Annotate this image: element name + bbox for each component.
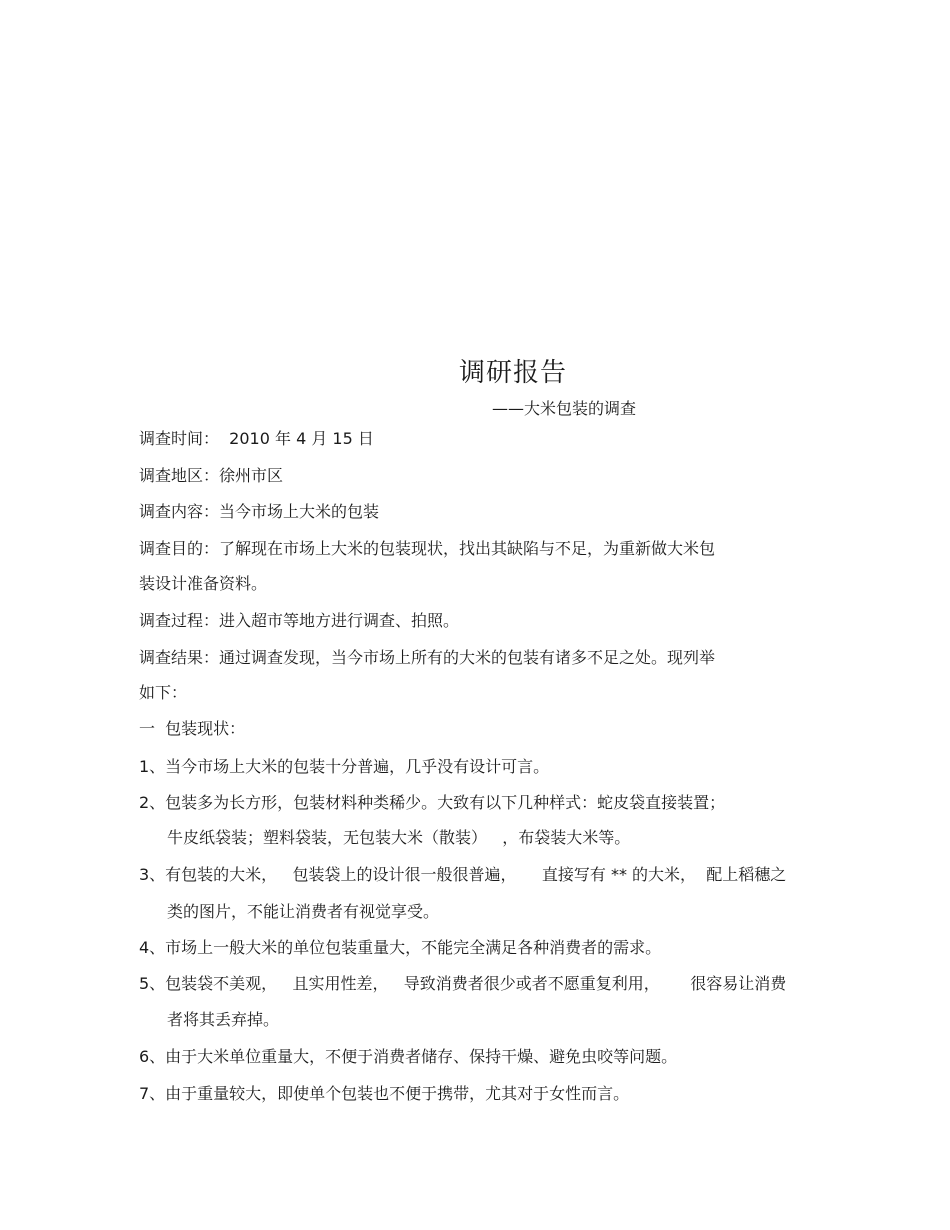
list-item-5: 5、包装袋不美观， 且实用性差， 导致消费者很少或者不愿重复利用， 很容易让消费	[139, 974, 787, 993]
list-item-6: 6、由于大米单位重量大，不便于消费者储存、保持干燥、避免虫咬等问题。	[139, 1047, 678, 1066]
list-item-3: 3、有包装的大米， 包装袋上的设计很一般很普遍， 直接写有 ** 的大米， 配上稻穗之	[139, 865, 787, 884]
survey-purpose-line-2: 装设计准备资料。	[139, 574, 268, 593]
list-item-4: 4、市场上一般大米的单位包装重量大，不能完全满足各种消费者的需求。	[139, 938, 662, 957]
list-item-2-cont: 牛皮纸袋装；塑料袋装，无包装大米（散装） ，布袋装大米等。	[167, 828, 631, 847]
list-item-1: 1、当今市场上大米的包装十分普遍，几乎没有设计可言。	[139, 757, 550, 776]
survey-content: 调查内容：当今市场上大米的包装	[139, 502, 380, 521]
survey-area: 调查地区：徐州市区	[139, 466, 284, 485]
survey-time: 调查时间： 2010 年 4 月 15 日	[139, 429, 374, 448]
survey-purpose-line-1: 调查目的：了解现在市场上大米的包装现状，找出其缺陷与不足，为重新做大米包	[139, 539, 716, 558]
document-title: 调研报告	[458, 358, 567, 388]
survey-process: 调查过程：进入超市等地方进行调查、拍照。	[139, 611, 460, 630]
survey-result-line-2: 如下：	[139, 683, 188, 702]
section-heading: 一 包装现状：	[139, 719, 246, 738]
document-subtitle: ——大米包装的调查	[492, 399, 637, 418]
list-item-3-cont: 类的图片，不能让消费者有视觉享受。	[167, 902, 440, 921]
survey-result-line-1: 调查结果：通过调查发现，当今市场上所有的大米的包装有诸多不足之处。现列举	[139, 648, 716, 667]
list-item-5-cont: 者将其丢弃掉。	[167, 1010, 280, 1029]
list-item-2: 2、包装多为长方形，包装材料种类稀少。大致有以下几种样式：蛇皮袋直接装置；	[139, 793, 726, 812]
list-item-7: 7、由于重量较大，即使单个包装也不便于携带，尤其对于女性而言。	[139, 1084, 630, 1103]
